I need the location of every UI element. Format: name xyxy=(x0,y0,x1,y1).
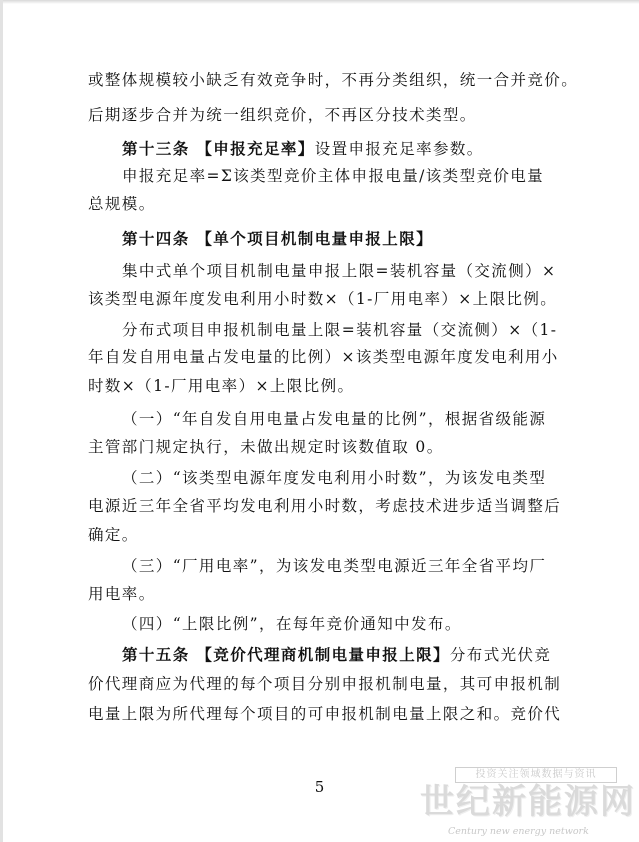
article-heading: 第十三条 【申报充足率】 xyxy=(122,139,315,158)
text-line: 用电率。 xyxy=(88,585,156,603)
watermark-subtitle: Century new energy network xyxy=(448,826,589,837)
text-line: 分布式项目申报机制电量上限=装机容量（交流侧）×（1- xyxy=(122,321,558,339)
article-text: 设置申报充足率参数。 xyxy=(314,140,484,158)
text-line: （四）“上限比例”，在每年竞价通知中发布。 xyxy=(122,615,462,633)
watermark-banner: 投资关注领域数据与资讯 xyxy=(455,767,617,783)
text-line: 电源近三年全省平均发电利用小时数，考虑技术进步适当调整后 xyxy=(88,497,562,515)
article-14 xyxy=(122,229,433,249)
article-13 xyxy=(122,139,484,159)
text-line: 时数×（1-厂用电率）×上限比例。 xyxy=(88,377,355,395)
text-line: 主管部门规定执行，未做出规定时该数值取 0。 xyxy=(88,438,444,456)
article-15 xyxy=(122,645,551,665)
page-number: 5 xyxy=(314,778,325,796)
text-line: （三）“厂用电率”，为该发电类型电源近三年全省平均厂 xyxy=(122,557,547,575)
text-line: 该类型电源年度发电利用小时数×（1-厂用电率）×上限比例。 xyxy=(88,290,558,308)
text-line: （一）“年自发自用电量占发电量的比例”，根据省级能源 xyxy=(122,410,547,428)
text-line: 确定。 xyxy=(88,526,139,544)
text-line: 价代理商应为代理的每个项目分别申报机制电量，其可申报机制 xyxy=(88,675,562,693)
text-line: 集中式单个项目机制电量申报上限=装机容量（交流侧）× xyxy=(122,262,557,280)
text-line: 年自发自用电量占发电量的比例）×该类型电源年度发电利用小 xyxy=(88,348,559,366)
text-line: 总规模。 xyxy=(88,195,156,213)
article-text: 分布式光伏竞 xyxy=(449,646,552,664)
text-line: 申报充足率=Σ该类型竞价主体申报电量/该类型竞价电量 xyxy=(122,167,545,185)
text-line: （二）“该类型电源年度发电利用小时数”，为该发电类型 xyxy=(122,469,547,487)
article-heading: 第十四条 【单个项目机制电量申报上限】 xyxy=(122,229,433,248)
text-line: 或整体规模较小缺乏有效竞争时，不再分类组织，统一合并竞价。 xyxy=(88,71,579,89)
text-line: 后期逐步合并为统一组织竞价，不再区分技术类型。 xyxy=(88,106,477,124)
watermark-logo: 世纪新能源网 xyxy=(420,782,636,822)
text-line: 电量上限为所代理每个项目的可申报机制电量上限之和。竞价代 xyxy=(88,705,562,723)
article-heading: 第十五条 【竞价代理商机制电量申报上限】 xyxy=(122,645,450,664)
